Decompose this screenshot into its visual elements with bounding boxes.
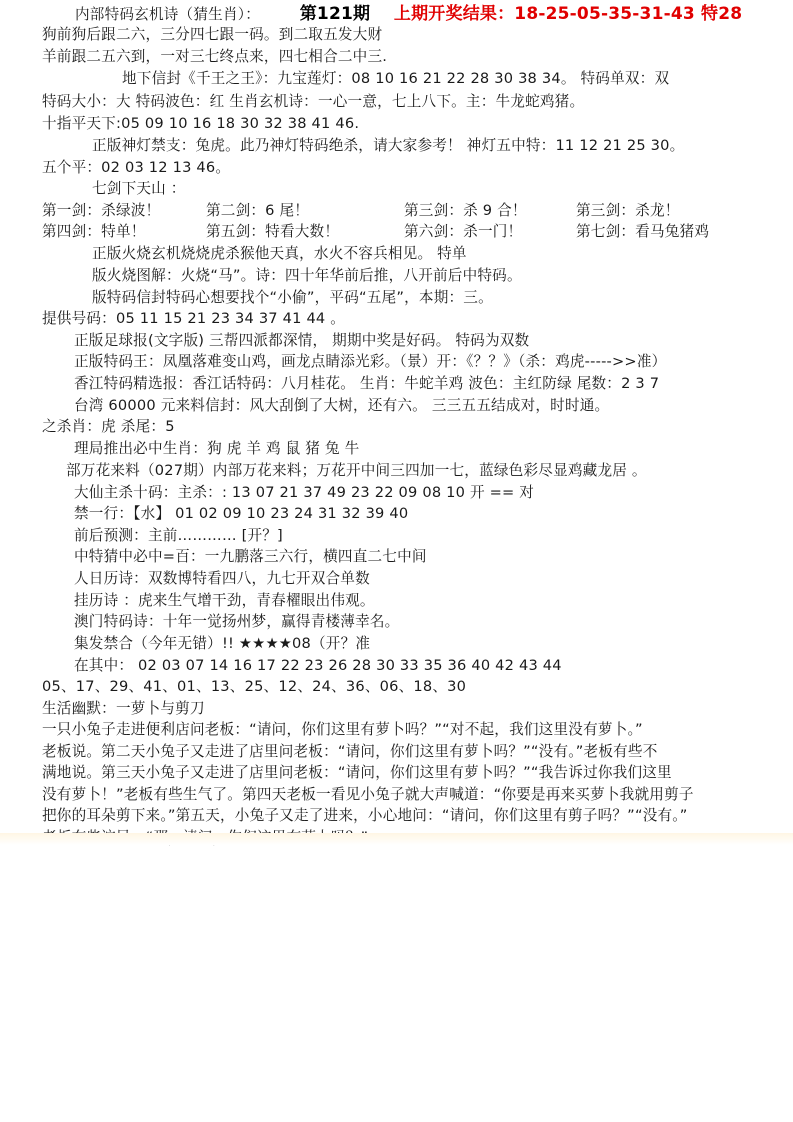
provided-numbers: 提供号码：05 11 15 21 23 34 37 41 44 。 <box>42 310 346 327</box>
story-paragraph-line: 一只小兔子走进便利店问老板：“请问，你们这里有萝卜吗？”“对不起，我们这里没有萝卜。” <box>42 721 643 738</box>
number-sequence: 05、17、29、41、01、13、25、12、24、36、06、18、30 <box>42 678 467 695</box>
sword-item: 第三剑：杀龙！ <box>576 202 680 219</box>
sword-item: 第六剑：杀一门！ <box>404 223 523 240</box>
sword-item: 第三剑：杀 9 合！ <box>404 202 527 219</box>
sword-item: 第五剑：特看大数！ <box>206 223 340 240</box>
collective-ban: 集发禁合（今年无错）!! ★★★★08（开？准 <box>74 635 371 652</box>
sword-item: 第一剑：杀绿波！ <box>42 202 161 219</box>
swords-row-2 <box>42 222 709 243</box>
story-paragraph-line: 把你的耳朵剪下来。”第五天，小兔子又走了进来，小心地问：“请问，你们这里有剪子吗？”“没有。” <box>42 807 688 824</box>
size-color-line: 特码大小：大 特码波色：红 生肖玄机诗：一心一意，七上八下。主：牛龙蛇鸡猪。 <box>42 93 585 110</box>
sword-item: 第四剑：特单！ <box>42 223 146 240</box>
page-edge <box>0 833 793 845</box>
immortal-kill-ten: 大仙主杀十码：主杀：: 13 07 21 37 49 23 22 09 08 10 开 == 对 <box>74 484 535 501</box>
forbidden-row: 禁一行：【水】 01 02 09 10 23 24 31 32 39 40 <box>74 505 409 522</box>
story-paragraph-line: 满地说。第三天小兔子又走进了店里问老板：“请问，你们这里有萝卜吗？”“我告诉过你我们这里 <box>42 764 672 781</box>
riddle-line-2: 羊前跟二五六到，一对三七终点来，四七相合二中三. <box>42 48 388 65</box>
number-list: 在其中： 02 03 07 14 16 17 22 23 26 28 30 33 35 36 40 42 43 44 <box>74 657 562 674</box>
envelope-line: 版特码信封特码心想要找个“小偷”，平码“五尾”，本期：三。 <box>92 289 493 306</box>
last-result: 上期开奖结果：18-25-05-35-31-43 特28 <box>393 4 743 24</box>
fire-diagram-line: 版火烧图解：火烧“马”。诗：四十年华前后推，八开前后中特码。 <box>92 267 522 284</box>
hanging-calendar-poem: 挂历诗 ：虎来生气增干劲，青春櫂眼出伟观。 <box>74 592 375 609</box>
humor-title: 生活幽默：一萝卜与剪刀 <box>42 700 205 717</box>
sword-item: 第二剑：6 尾！ <box>206 202 310 219</box>
issue-number: 第121期 <box>299 4 371 24</box>
seven-swords-title: 七剑下天山 ： <box>92 180 186 197</box>
football-report: 正版足球报(文字版) 三帮四派都深情， 期期中奖是好码。 特码为双数 <box>74 332 530 349</box>
ten-fingers-line: 十指平天下:05 09 10 16 18 30 32 38 41 46. <box>42 115 360 132</box>
god-lamp-line: 正版神灯禁支：兔虎。此乃神灯特码绝杀，请大家参考！ 神灯五中特：11 12 21 25 30。 <box>92 137 685 154</box>
story-paragraph-line: 没有萝卜！”老板有些生气了。第四天老板一看见小兔子就大声喊道：“你要是再来买萝卜我就用剪子 <box>42 786 694 803</box>
calendar-poem: 人日历诗：双数博特看四八，九七开双合单数 <box>74 570 370 587</box>
hongkong-report: 香江特码精选报：香江话特码：八月桂花。 生肖：牛蛇羊鸡 波色：主红防绿 尾数：2 3 7 <box>74 375 660 392</box>
special-king: 正版特码王：凤凰落难变山鸡，画龙点睛添光彩。（景）开：《？？》（杀：鸡虎----->>准） <box>74 353 667 370</box>
fire-riddle-line: 正版火烧玄机烧烧虎杀猴他天真，水火不容兵相见。 特单 <box>92 245 467 262</box>
front-back-forecast: 前后预测：主前………… [开？] <box>74 527 283 544</box>
must-win-zodiac: 理局推出必中生肖：狗 虎 羊 鸡 鼠 猪 兔 牛 <box>74 440 360 457</box>
header-prefix: 内部特码玄机诗（猜生肖）： <box>75 6 261 23</box>
riddle-line-1: 狗前狗后跟二六，三分四七跟一码。到二取五发大财 <box>42 26 383 43</box>
kill-zodiac-line: 之杀肖：虎 杀尾：5 <box>42 418 175 435</box>
five-flat-line: 五个平：02 03 12 13 46。 <box>42 159 231 176</box>
story-paragraph-line: 老板说。第二天小兔子又走进了店里问老板：“请问，你们这里有萝卜吗？”“没有。”老板有些不 <box>42 743 658 760</box>
sword-item: 第七剑：看马兔猪鸡 <box>576 223 710 240</box>
macau-poem: 澳门特码诗：十年一觉扬州梦，赢得青楼薄幸名。 <box>74 613 400 630</box>
flower-material: 部万花来料（027期）内部万花来料；万花开中间三四加一七，蓝绿色彩尽显鸡藏龙居 。 <box>66 462 647 479</box>
hundred-guess: 中特猜中必中=百：一九鹏落三六行，横四直二七中间 <box>74 548 427 565</box>
swords-row-1 <box>42 201 680 222</box>
taiwan-envelope: 台湾 60000 元来料信封：风大刮倒了大树，还有六。 三三五五结成对，时时通。 <box>74 397 610 414</box>
underground-envelope: 地下信封《千王之王》：九宝莲灯：08 10 16 21 22 28 30 38 34。 特码单双：双 <box>122 70 670 87</box>
header-line <box>75 4 742 25</box>
